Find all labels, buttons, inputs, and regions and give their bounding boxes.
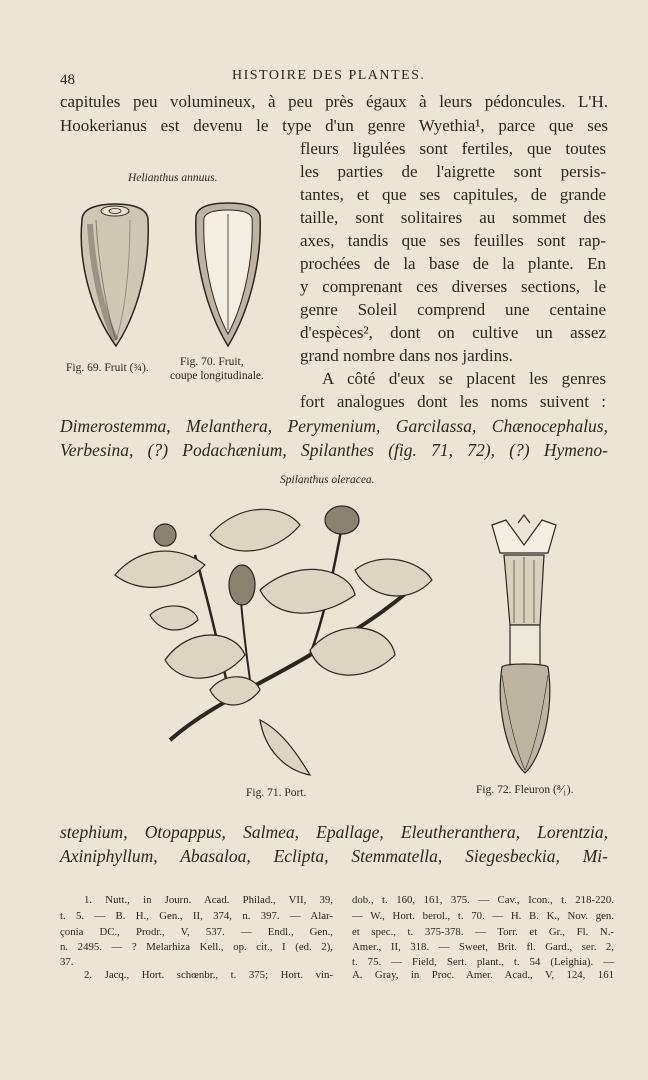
fig72-floret-illustration: [488, 515, 560, 780]
body-line-9: y comprenant ces diverses sections, le: [300, 277, 606, 296]
fig-bottom-title: Spilanthus oleracea.: [280, 474, 375, 486]
footnote-line: 1. Nutt., in Journ. Acad. Philad., VII, 39,: [84, 894, 333, 906]
footnote-line: Amer., II, 318. — Sweet, Brit. fl. Gard., ser. 2,: [352, 941, 614, 953]
body-line-7: axes, tandis que ses feuilles sont rap-: [300, 231, 606, 250]
body-line-2: Hookerianus est devenu le type d'un genre Wyethia¹, parce que ses: [60, 116, 608, 135]
body-line-16: Verbesina, (?) Podachænium, Spilanthes (fig. 71, 72), (?) Hymeno-: [60, 440, 608, 460]
body-line-11: d'espèces², dont on cultive un assez: [300, 323, 606, 342]
fig70-caption-line2: coupe longitudinale.: [170, 370, 264, 382]
fig72-caption: Fig. 72. Fleuron (⁸⁄₁).: [476, 784, 574, 796]
fig70-section-illustration: [188, 200, 268, 350]
body-line-17: stephium, Otopappus, Salmea, Epallage, Eleutheranthera, Lorentzia,: [60, 822, 608, 842]
fig69-caption: Fig. 69. Fruit (¾).: [66, 362, 149, 374]
body-line-15: Dimerostemma, Melanthera, Perymenium, Garcilassa, Chænocephalus,: [60, 416, 608, 436]
footnote-line: A. Gray, in Proc. Amer. Acad., V, 124, 161: [352, 969, 614, 981]
body-line-6: taille, sont solitaires au sommet des: [300, 208, 606, 227]
page-number: 48: [60, 72, 75, 88]
footnote-line: — W., Hort. berol., t. 70. — H. B. K., Nov. gen.: [352, 910, 614, 922]
body-line-12: grand nombre dans nos jardins.: [300, 346, 513, 365]
body-line-13: A côté d'eux se placent les genres: [322, 369, 606, 388]
footnote-line: t. 75. — Field, Sert. plant., t. 54 (Leighia). —: [352, 956, 614, 968]
body-line-18: Axiniphyllum, Abasaloa, Eclipta, Stemmatella, Siegesbeckia, Mi-: [60, 846, 608, 866]
footnote-line: 37.: [60, 956, 74, 968]
fig69-fruit-illustration: [70, 200, 160, 350]
footnote-line: et spec., t. 375-378. — Torr. et Gr., Fl. N.-: [352, 926, 614, 938]
footnote-line: 2. Jacq., Hort. schœnbr., t. 375; Hort. vin-: [84, 969, 333, 981]
running-title: HISTOIRE DES PLANTES.: [232, 68, 426, 83]
fig70-caption-line1: Fig. 70. Fruit,: [180, 356, 244, 368]
body-line-5: tantes, et que ses capitules, de grande: [300, 185, 606, 204]
body-line-8: prochées de la base de la plante. En: [300, 254, 606, 273]
fig71-caption: Fig. 71. Port.: [246, 787, 307, 799]
body-line-1: capitules peu volumineux, à peu près égaux à leurs pédoncules. L'H.: [60, 92, 608, 111]
body-line-3: fleurs ligulées sont fertiles, que toutes: [300, 139, 606, 158]
footnote-line: çonia DC., Prodr., V, 537. — Endl., Gen.,: [60, 926, 333, 938]
footnote-line: t. 5. — B. H., Gen., II, 374, n. 397. — Alar-: [60, 910, 333, 922]
fig71-plant-illustration: [110, 495, 440, 780]
body-line-10: genre Soleil comprend une centaine: [300, 300, 606, 319]
footnote-line: dob., t. 160, 161, 375. — Cav., Icon., t. 218-220.: [352, 894, 614, 906]
body-line-4: les parties de l'aigrette sont persis-: [300, 162, 606, 181]
body-line-14: fort analogues dont les noms suivent :: [300, 392, 606, 411]
fig-top-title: Helianthus annuus.: [128, 172, 218, 184]
footnote-line: n. 2495. — ? Melarhiza Kell., op. cit., I (ed. 2),: [60, 941, 333, 953]
